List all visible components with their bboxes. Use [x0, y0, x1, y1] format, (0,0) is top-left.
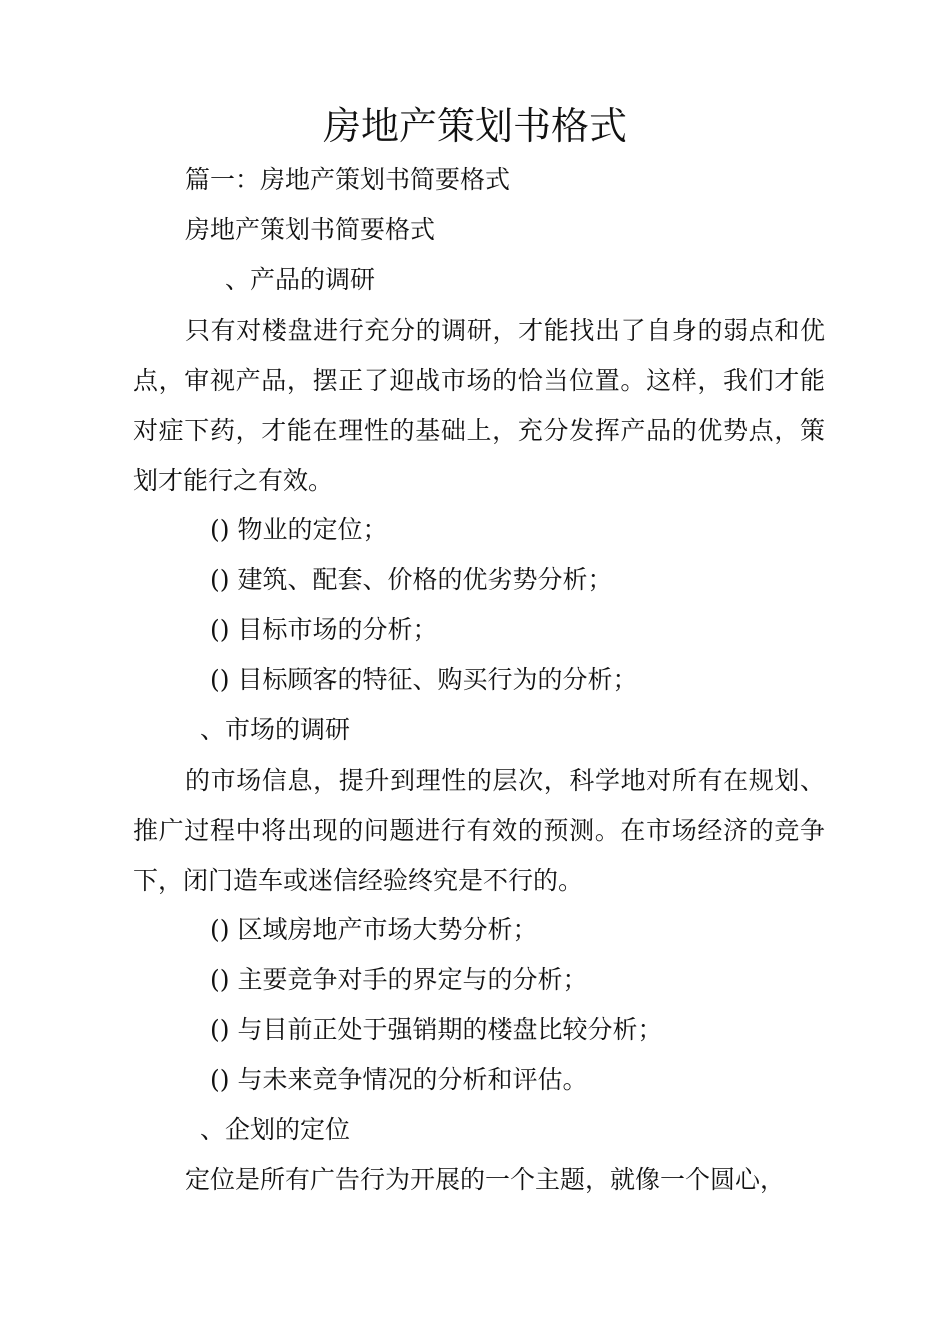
list-item: () 与目前正处于强销期的楼盘比较分析； — [210, 1015, 663, 1044]
section-product-research: 、产品的调研 — [225, 265, 376, 294]
document-title: 房地产策划书格式 — [322, 104, 627, 148]
section-market-research: 、市场的调研 — [200, 715, 351, 744]
list-item: () 目标市场的分析； — [210, 615, 438, 644]
list-item: () 目标顾客的特征、购买行为的分析； — [210, 665, 638, 694]
list-item: () 建筑、配套、价格的优劣势分析； — [210, 565, 613, 594]
paragraph-planning-positioning: 定位是所有广告行为开展的一个主题，就像一个圆心， — [185, 1165, 786, 1194]
list-item: () 物业的定位； — [210, 515, 388, 544]
list-item: () 区域房地产市场大势分析； — [210, 915, 538, 944]
list-item: () 与未来竞争情况的分析和评估。 — [210, 1065, 588, 1094]
paragraph-product-research: 只有对楼盘进行充分的调研，才能找出了自身的弱点和优点，审视产品，摆正了迎战市场的恰当位置。这样，我们才能对症下药，才能在理性的基础上，充分发挥产品的优势点，策划才能行之有效。 — [133, 316, 825, 495]
section-planning-positioning: 、企划的定位 — [200, 1115, 351, 1144]
paragraph-market-research: 的市场信息，提升到理性的层次，科学地对所有在规划、推广过程中将出现的问题进行有效的预测。在市场经济的竞争下，闭门造车或迷信经验终究是不行的。 — [133, 766, 825, 895]
heading-subtitle: 房地产策划书简要格式 — [185, 215, 436, 244]
heading-part-one: 篇一：房地产策划书简要格式 — [185, 165, 511, 194]
list-item: () 主要竞争对手的界定与的分析； — [210, 965, 588, 994]
